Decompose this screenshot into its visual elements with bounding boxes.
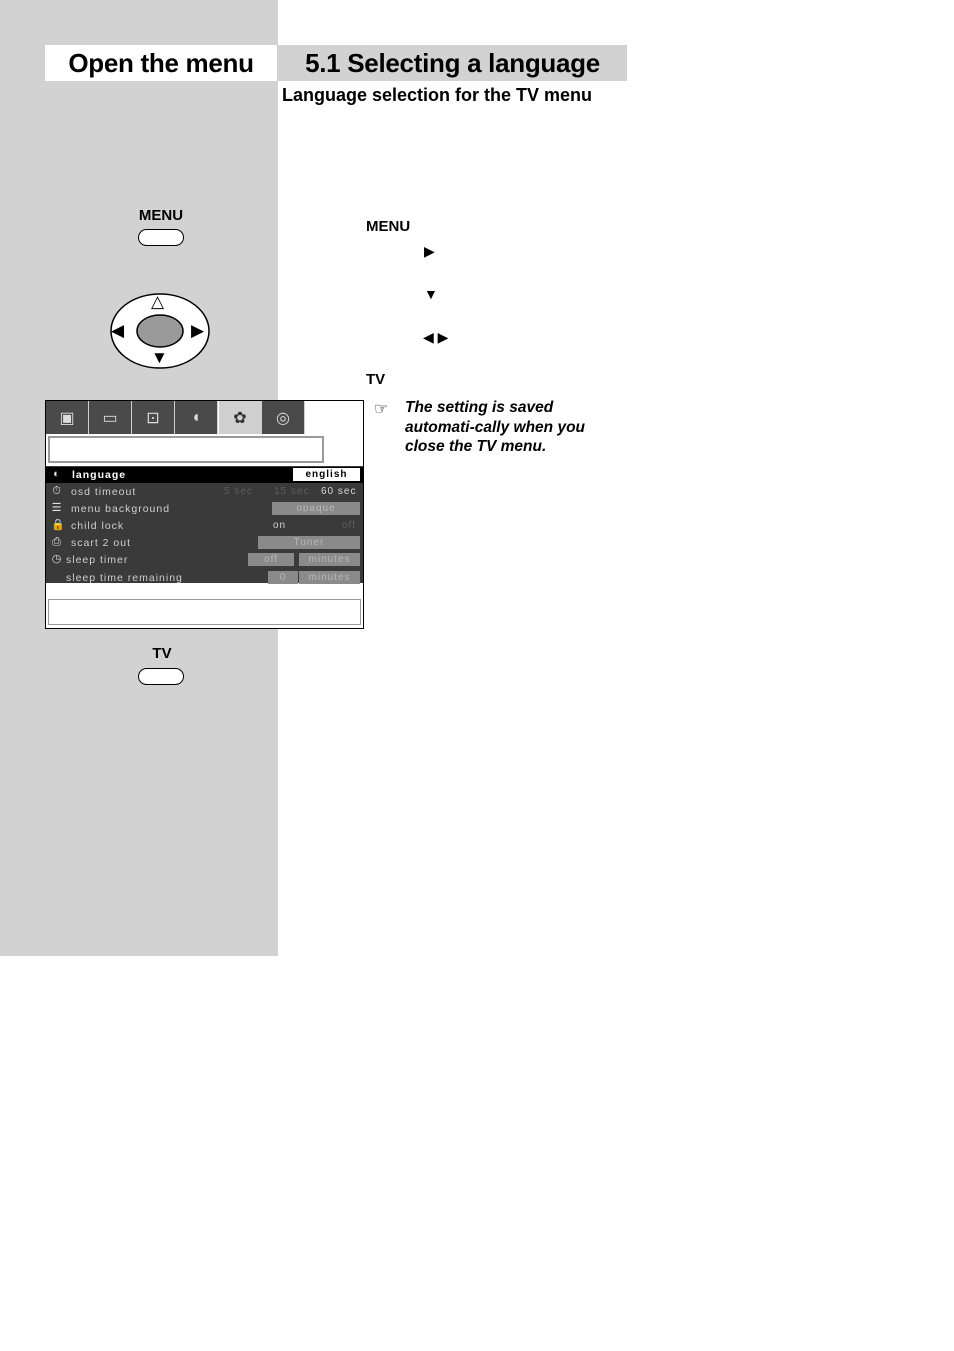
osd-row-osd-timeout[interactable] (46, 484, 363, 500)
osd-row-label: scart 2 out (71, 537, 132, 549)
background-icon: ☰ (51, 502, 63, 514)
clock-icon: ◷ (51, 553, 63, 565)
note-text: The setting is saved automati-cally when you close the TV menu. (405, 399, 586, 455)
open-menu-heading: Open the menu (45, 45, 277, 81)
instruction-tv-key: TV (366, 371, 386, 388)
pointing-hand-icon: ☞ (374, 401, 389, 418)
osd-tab-bar (46, 401, 363, 434)
language-value[interactable]: english (293, 468, 360, 481)
osd-row-label: sleep timer (66, 554, 129, 566)
arrow-down-icon: ▼ (424, 286, 438, 302)
sound-icon[interactable]: ◖ (175, 401, 218, 434)
section-heading: 5.1 Selecting a language (278, 45, 627, 81)
osd-row-label: osd timeout (71, 486, 137, 498)
lock-icon: 🔒 (51, 519, 66, 531)
arrow-right-icon: ▶ (424, 243, 435, 259)
tv-osd-menu (45, 400, 364, 629)
menu-background-value[interactable]: opaque (272, 502, 360, 515)
picture-adjust-icon[interactable]: ⊡ (132, 401, 175, 434)
instruction-menu-key: MENU (366, 218, 411, 235)
pad-right-icon[interactable]: ▶ (191, 321, 205, 340)
sleep-timer-value[interactable]: off (248, 553, 294, 566)
scart-icon: ⎙ (52, 536, 62, 548)
osd-title-bar (48, 436, 324, 463)
child-lock-off[interactable]: off (342, 520, 356, 531)
osd-row-label: child lock (71, 520, 125, 532)
picture-in-picture-icon[interactable]: ▣ (46, 401, 89, 434)
arrow-left-right-icon: ◀ ▶ (423, 329, 449, 345)
osd-row-scart-out[interactable] (46, 535, 363, 551)
timeout-option-5[interactable]: 5 sec (224, 486, 253, 497)
pad-up-icon[interactable]: △ (151, 292, 165, 311)
osd-row-child-lock[interactable] (46, 518, 363, 534)
pad-left-icon[interactable]: ◀ (111, 321, 125, 340)
timeout-icon: ⏱ (52, 485, 62, 497)
pad-down-icon[interactable]: ▼ (151, 348, 168, 367)
menu-button-label: MENU (138, 207, 184, 224)
child-lock-on[interactable]: on (273, 520, 287, 531)
screen-icon[interactable]: ▭ (89, 401, 132, 434)
menu-button[interactable] (138, 229, 184, 246)
osd-help-bar (48, 599, 361, 625)
sleep-timer-unit: minutes (299, 553, 360, 566)
tv-button[interactable] (138, 668, 184, 685)
tv-button-label: TV (152, 645, 172, 662)
sleep-remaining-value: 0 (268, 571, 298, 584)
osd-row-label: sleep time remaining (66, 572, 183, 584)
features-icon[interactable]: ✿ (219, 401, 262, 434)
osd-settings-list (46, 466, 363, 583)
install-icon[interactable]: ◎ (262, 401, 305, 434)
timeout-value[interactable]: 60 sec (321, 486, 357, 497)
section-subtitle: Language selection for the TV menu (282, 85, 593, 105)
timeout-option-15[interactable]: 15 sec (274, 486, 310, 497)
sleep-remaining-unit: minutes (299, 571, 360, 584)
osd-row-sleep-timer[interactable] (46, 552, 363, 568)
osd-row-label: menu background (71, 503, 171, 515)
scart-out-value[interactable]: Tuner (258, 536, 360, 549)
osd-row-label: language (72, 469, 127, 481)
osd-row-language[interactable] (46, 467, 363, 483)
osd-row-menu-background[interactable] (46, 501, 363, 517)
language-icon: ◐ (53, 468, 61, 480)
osd-row-sleep-remaining (46, 569, 363, 585)
navigation-pad[interactable] (108, 292, 212, 377)
